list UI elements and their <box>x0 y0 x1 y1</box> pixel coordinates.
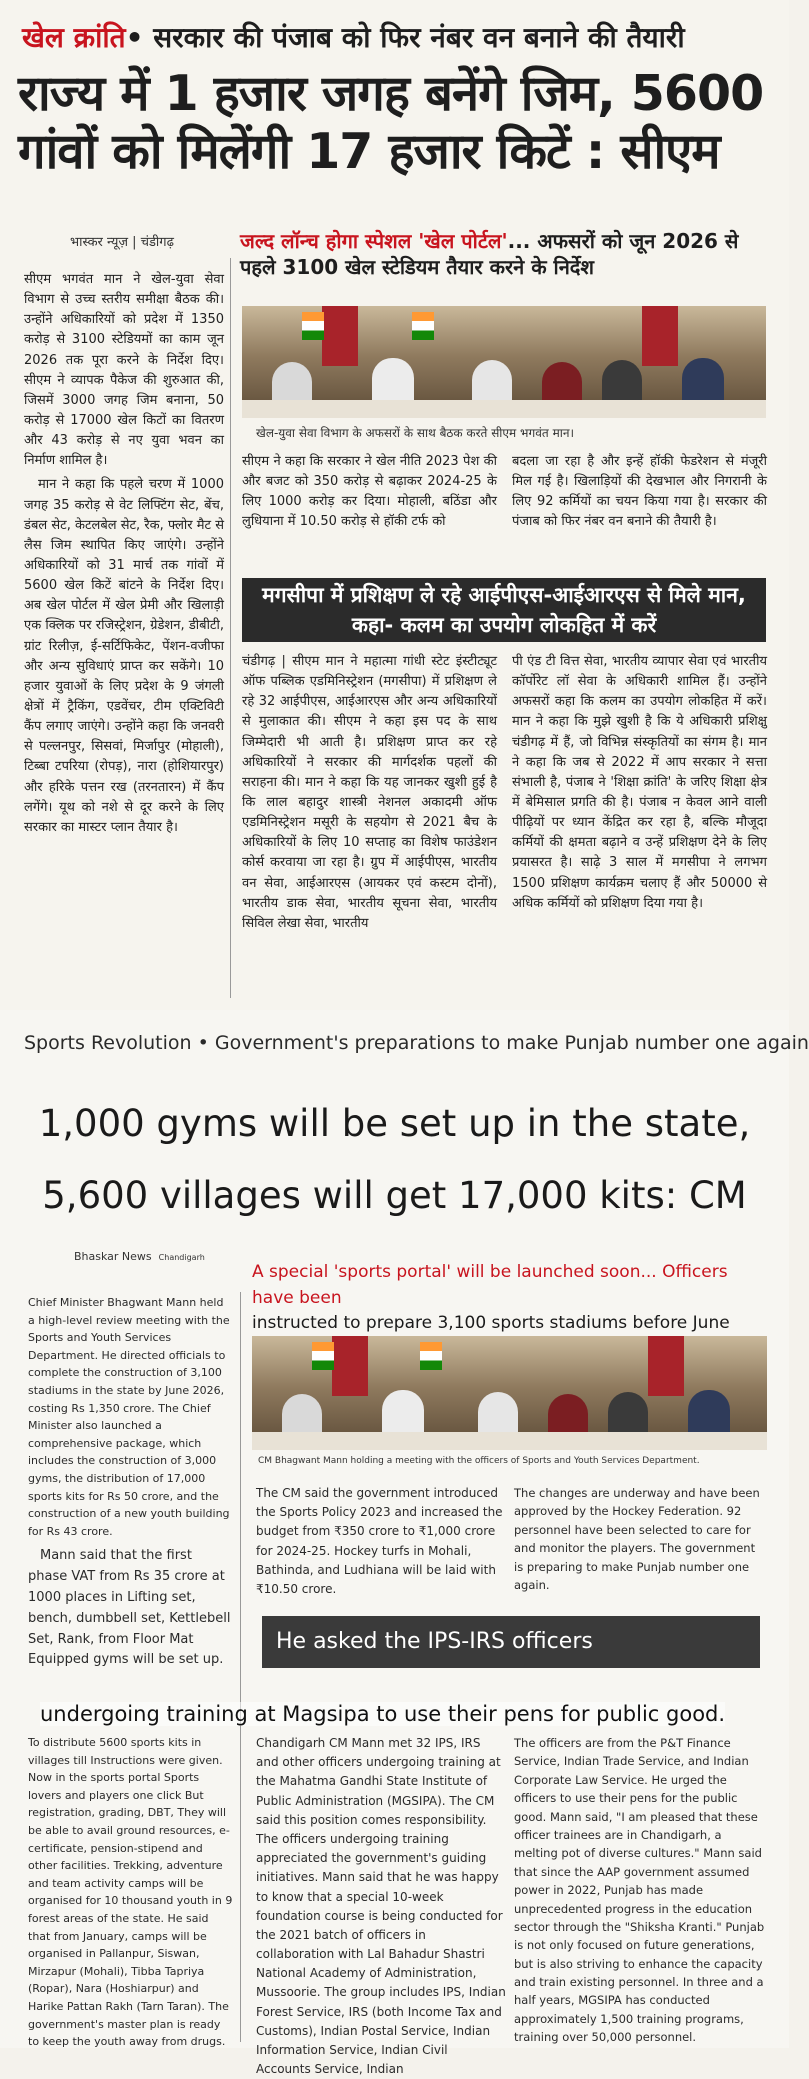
hindi-col1-para-2: मान ने कहा कि पहले चरण में 1000 जगह 35 करोड़ से वेट लिफ्टिंग सेट, बेंच, डंबल सेट, केटलबेल सेट, रैक, फ्लोर मैट से लैस जिम स्थापित किए जाएंगे। उन्होंने अधिकारियों को 31 मार्च तक गांवों में 5600 खेल किटें बांटने के निर्देश दिए। अब खेल पोर्टल में खेल प्रेमी और खिलाड़ी एक क्लिक पर रजिस्ट्रेशन, ग्रेडेशन, डीबीटी, ग्रांट रिलीज़, ई-सर्टिफिकेट, पेंशन-वजीफा और अन्य सुविधाएं प्राप्त कर सकेंगे। 10 हजार युवाओं के लिए प्रदेश के 9 जंगली क्षेत्रों में ट्रैकिंग, एडवेंचर, टीम एक्टिविटी कैंप लगाए जाएंगे। उन्होंने कहा कि जनवरी से पल्लनपुर, सिसवां, मिर्जापुर (मोहाली), टिब्बा टपरिया (रोपड़), नारा (होशियारपुर) और हरिके पत्तन रख (तरनतारन) में कैंप लगेंगे। यूथ को नशे से दूर करने के लिए सरकार का मास्टर प्लान तैयार है। <box>24 477 224 835</box>
english-overlay-line: undergoing training at Magsipa to use their pens for public good. <box>40 1702 726 1726</box>
english-headline-line-1: 1,000 gyms will be set up in the state, <box>38 1102 751 1145</box>
english-col1-para-1: Chief Minister Bhagwant Mann held a high-level review meeting with the Sports and Youth Services Department. He directed officials to complete the construction of 3,100 stadiums in the state by June 2026, costing Rs 1,350 crore. The Chief Minister also launched a comprehensive package, which includes the construction of 3,000 gyms, the distribution of 17,000 sports kits for Rs 50 crore, and the construction of a new youth building for Rs 43 crore. <box>28 1296 230 1538</box>
hindi-mid-right: बदला जा रहा है और इन्हें हॉकी फेडरेशन से मंजूरी मिल गई है। खिलाड़ियों की देखभाल और निगरानी के लिए 92 कर्मियों का चयन किया गया है। सरकार की पंजाब को फिर नंबर वन बनाने की तैयारी है। <box>512 454 767 530</box>
hindi-subhead-highlight: जल्द लॉन्च होगा स्पेशल 'खेल पोर्टल' <box>240 229 508 253</box>
flag-icon <box>420 1342 442 1370</box>
flag-icon <box>302 312 324 340</box>
english-byline-source: Bhaskar News <box>74 1250 152 1263</box>
hindi-byline-source: भास्कर न्यूज़ <box>70 235 129 250</box>
hindi-headline-line-1: राज्य में 1 हजार जगह बनेंगे जिम, 5600 <box>18 65 764 122</box>
english-mid-left: The CM said the government introduced the Sports Policy 2023 and increased the budget from ₹350 crore to ₹1,000 crore for 2024-25. Hockey turfs in Mohali, Bathinda, and Ludhiana will be laid with ₹10.50 crore. <box>256 1486 503 1596</box>
english-low-right: The officers are from the P&T Finance Service, Indian Trade Service, and Indian Corporate Law Service. He urged the officers to use their pens for the public good. Mann said, "I am pleased that these officer trainees are in Chandigarh, a melting pot of diverse cultures." Mann said that since the AAP government assumed power in 2022, Punjab has made unprecedented progress in the education sector through the "Shiksha Kranti." Punjab is not only focused on future generations, but is also striving to enhance the capacity and train existing personnel. In three and a half years, MGSIPA has conducted approximately 1,500 training programs, training over 50,000 personnel. <box>514 1736 765 2045</box>
english-subhead-highlight: A special 'sports portal' will be launched soon... Officers have been <box>252 1262 728 1308</box>
column-rule <box>240 1292 241 2042</box>
curtain-shape <box>642 306 678 366</box>
english-column-1b: To distribute 5600 sports kits in villages till Instructions were given. Now in the sports portal Sports lovers and players one click But registration, grading, DBT, They will be able to avail ground resources, e-certificate, pension-stipend and other facilities. Trekking, adventure and team activity camps will be organised for 10 thousand youth in 9 forest areas of the state. He said that from January, camps will be organised in Pallanpur, Siswan, Mirzapur (Mohali), Tibba Tapriya (Ropar), Nara (Hoshiarpur) and Harike Pattan Rakh (Tarn Taran). The government's master plan is ready to keep the youth away from drugs. <box>28 1736 233 2049</box>
hindi-subhead <box>240 228 760 280</box>
hindi-mid-left: सीएम ने कहा कि सरकार ने खेल नीति 2023 पेश की और बजट को 350 करोड़ से बढ़ाकर 2024-25 के लिए 1000 करोड़ कर दिया। मोहाली, बठिंडा और लुधियाना में 10.50 करोड़ से हॉकी टर्फ को <box>242 454 497 530</box>
english-article <box>0 1010 809 2077</box>
curtain-shape <box>332 1336 368 1396</box>
english-byline <box>74 1250 205 1263</box>
flag-icon <box>412 312 434 340</box>
hindi-low-right: पी एंड टी वित्त सेवा, भारतीय व्यापार सेवा एवं भारतीय कॉर्पोरेट लॉ सेवा के अधिकारी शामिल हैं। उन्होंने अफसरों कहा कि कलम का उपयोग लोकहित में करें। मान ने कहा कि मुझे खुशी है कि ये अधिकारी प्रशिक्षु चंडीगढ़ में हैं, जो विभिन्न संस्कृतियों का संगम है। मान ने कहा कि जब से 2022 में आप सरकार ने सत्ता संभाली है, पंजाब ने 'शिक्षा क्रांति' के जरिए शिक्षा क्षेत्र में बेमिसाल प्रगति की है। पंजाब न केवल आने वाली पीढ़ियों पर ध्यान केंद्रित कर रहा है, बल्कि मौजूदा कर्मियों की क्षमता बढ़ाने व उन्हें प्रशिक्षण देने के लिए प्रयासरत है। साढ़े 3 साल में मगसीपा ने लगभग 1500 प्रशिक्षण कार्यक्रम चलाए हैं और 50000 से अधिक कर्मियों को प्रशिक्षण दिया गया है। <box>512 654 767 911</box>
hindi-article <box>0 0 789 1010</box>
meeting-table <box>242 400 766 418</box>
curtain-shape <box>322 306 358 366</box>
english-mid-right: The changes are underway and have been approved by the Hockey Federation. 92 personnel have been selected to care for and monitor the players. The government is preparing to make Punjab number one again. <box>514 1486 760 1592</box>
meeting-table <box>252 1432 767 1450</box>
english-col1-para-2: Mann said that the first phase VAT from Rs 35 crore at 1000 places in Lifting set, bench, dumbbell set, Kettlebell Set, Rank, from Floor Mat Equipped gyms will be set up. <box>28 1548 231 1668</box>
english-low-left: Chandigarh CM Mann met 32 IPS, IRS and other officers undergoing training at the Mahatma Gandhi State Institute of Public Administration (MGSIPA). The CM said this position comes responsibility. The officers undergoing training appreciated the government's guiding initiatives. Mann said that he was happy to know that a special 10-week foundation course is being conducted for the 2021 batch of officers in collaboration with Lal Bahadur Shastri National Academy of Administration, Mussoorie. The group includes IPS, Indian Forest Service, IRS (both Income Tax and Customs), Indian Postal Service, Indian Information Service, Indian Civil Accounts Service, Indian <box>256 1736 506 2077</box>
hindi-low-left: चंडीगढ़ | सीएम मान ने महात्मा गांधी स्टेट इंस्टीट्यूट ऑफ पब्लिक एडमिनिस्ट्रेशन (मगसीपा) में प्रशिक्षण ले रहे 32 आईपीएस, आईआरएस और अन्य अधिकारियों से मुलाकात की। सीएम ने कहा इस पद के साथ जिम्मेदारी भी आती है। प्रशिक्षण प्राप्त कर रहे अधिकारियों ने सरकार की मार्गदर्शक पहलों की सराहना की। मान ने कहा कि यह जानकर खुशी हुई है कि लाल बहादुर शास्त्री नेशनल अकादमी ऑफ एडमिनिस्ट्रेशन मसूरी के सहयोग से 2021 बैच के अधिकारियों के लिए 10 सप्ताह का विशेष फाउंडेशन कोर्स करवाया जा रहा है। ग्रुप में आईपीएस, भारतीय वन सेवा, आईआरएस (आयकर एवं कस्टम दोनों), भारतीय डाक सेवा, भारतीय सूचना सेवा, भारतीय सिविल लेखा सेवा, भारतीय <box>242 654 497 931</box>
hindi-kicker-text: • सरकार की पंजाब को फिर नंबर वन बनाने की तैयारी <box>125 21 685 54</box>
hindi-byline-place: चंडीगढ़ <box>140 235 174 250</box>
hindi-headline-line-2: गांवों को मिलेंगी 17 हजार किटें : सीएम <box>18 123 720 180</box>
hindi-kicker <box>22 18 767 56</box>
english-column-1a <box>28 1294 233 1692</box>
hindi-col1-para-1: सीएम भगवंत मान ने खेल-युवा सेवा विभाग से उच्च स्तरीय समीक्षा बैठक की। उन्होंने अधिकारियों को प्रदेश में 1350 करोड़ से 3100 स्टेडियमों का काम जून 2026 तक पूरा करने के निर्देश दिए। सीएम ने व्यापक पैकेज की शुरुआत की, जिसमें 3000 जगह जिम बनाना, 50 करोड़ से 17000 खेल किटों का वितरण और 43 करोड़ से नए युवा भवन का निर्माण शामिल है। <box>24 272 224 469</box>
meeting-photo <box>242 306 766 418</box>
hindi-photo-caption: खेल-युवा सेवा विभाग के अफसरों के साथ बैठक करते सीएम भगवंत मान। <box>256 426 575 440</box>
hindi-column-1 <box>24 270 224 1000</box>
column-rule <box>230 258 231 998</box>
hindi-kicker-label: खेल क्रांति <box>22 21 126 54</box>
english-subhead-text: instructed to prepare 3,100 sports stadiums before June <box>252 1313 730 1333</box>
english-photo-caption: CM Bhagwant Mann holding a meeting with the officers of Sports and Youth Services Department. <box>258 1456 700 1466</box>
english-headline-line-2: 5,600 villages will get 17,000 kits: CM <box>42 1174 747 1217</box>
english-meeting-photo <box>252 1336 767 1450</box>
curtain-shape <box>648 1336 684 1396</box>
flag-icon <box>312 1342 334 1370</box>
english-banner: He asked the IPS-IRS officers <box>262 1616 760 1668</box>
hindi-byline: भास्कर न्यूज़ | चंडीगढ़ <box>70 235 174 250</box>
hindi-banner: मगसीपा में प्रशिक्षण ले रहे आईपीएस-आईआरएस से मिले मान, कहा- कलम का उपयोग लोकहित में करें <box>242 578 766 642</box>
english-kicker: Sports Revolution • Government's preparations to make Punjab number one again <box>24 1032 809 1054</box>
english-byline-place: Chandigarh <box>158 1253 205 1262</box>
hindi-subhead-text: ... अफसरों को जून 2026 से पहले 3100 खेल स्टेडियम तैयार करने के निर्देश <box>240 229 739 279</box>
